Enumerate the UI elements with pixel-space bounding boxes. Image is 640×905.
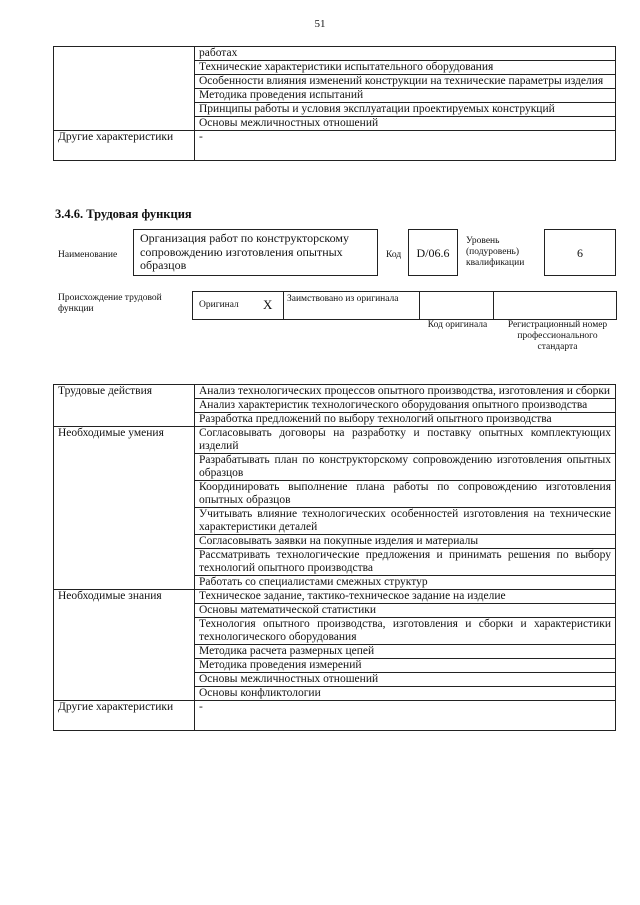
divider <box>493 292 494 319</box>
other-characteristics-value: - <box>195 131 616 161</box>
knowledge-label: Необходимые знания <box>54 590 195 701</box>
original-mark: X <box>263 297 273 312</box>
original-cell <box>193 292 284 319</box>
list-item: Разрабатывать план по конструкторскому сопровождению изготовления опытных образцов <box>195 454 615 481</box>
divider <box>419 292 420 319</box>
code-label: Код <box>386 250 402 260</box>
function-code-box <box>408 229 458 276</box>
list-item: Разработка предложений по выбору технологий опытного производства <box>199 413 552 425</box>
other-characteristics-label: Другие характеристики <box>54 131 195 161</box>
function-code: D/06.6 <box>416 246 450 260</box>
list-item: Техническое задание, тактико-техническое задание на изделие <box>195 590 615 604</box>
actions-label: Трудовые действия <box>54 385 195 427</box>
list-item: Основы межличностных отношений <box>195 673 615 687</box>
list-item: Методика проведения измерений <box>195 659 615 673</box>
reg-caption: Регистрационный номер профессионального стандарта <box>507 320 608 352</box>
other-characteristics-label: Другие характеристики <box>54 701 195 731</box>
skills-label: Необходимые умения <box>54 427 195 590</box>
borrowed-label: Заимствовано из оригинала <box>287 294 399 304</box>
knowledge-list <box>195 590 616 701</box>
page-number: 51 <box>314 18 326 30</box>
list-item: Технические характеристики испытательного оборудования <box>195 61 615 75</box>
list-item: Учитывать влияние технологических особенностей изготовления на технические характеристики деталей <box>195 508 615 535</box>
other-characteristics-value: - <box>195 701 616 731</box>
level-value: 6 <box>577 246 583 260</box>
origin-label: Происхождение трудовой функции <box>58 293 162 314</box>
list-item: Принципы работы и условия эксплуатации проектируемых конструкций <box>195 103 615 117</box>
list-item: Особенности влияния изменений конструкции на технические параметры изделия <box>195 75 615 89</box>
top-empty-cell <box>54 47 195 131</box>
list-item: Основы математической статистики <box>195 604 615 618</box>
list-item: Работать со специалистами смежных структур <box>199 576 428 588</box>
list-item: Рассматривать технологические предложения и принимать решения по выбору технологий опытного производства <box>195 549 615 576</box>
list-item: Основы конфликтологии <box>199 687 321 699</box>
list-item: Анализ характеристик технологического оборудования опытного производства <box>195 399 615 413</box>
level-box <box>544 229 616 276</box>
list-item: Анализ технологических процессов опытного производства, изготовления и сборки <box>195 385 615 399</box>
list-item: работах <box>195 47 615 61</box>
name-label: Наименование <box>58 250 118 260</box>
function-name: Организация работ по конструкторскому сопровождению изготовления опытных образцов <box>140 231 349 272</box>
list-item: Технология опытного производства, изготовления и сборки и характеристики технологического оборудования <box>195 618 615 645</box>
list-item: Координировать выполнение плана работы по сопровождению изготовления опытных образцов <box>195 481 615 508</box>
top-knowledge-table <box>53 46 616 161</box>
original-label: Оригинал <box>199 300 239 310</box>
code-caption: Код оригинала <box>427 320 488 330</box>
actions-list <box>195 385 616 427</box>
list-item: Согласовывать договоры на разработку и поставку опытных комплектующих изделий <box>195 427 615 454</box>
skills-list <box>195 427 616 590</box>
function-table <box>53 384 616 731</box>
list-item: Методика расчета размерных цепей <box>195 645 615 659</box>
section-title: 3.4.6. Трудовая функция <box>55 207 192 221</box>
list-item: Методика проведения испытаний <box>195 89 615 103</box>
list-item: Согласовывать заявки на покупные изделия и материалы <box>195 535 615 549</box>
origin-row <box>192 291 617 320</box>
level-label: Уровень (подуровень) квалификации <box>466 236 525 268</box>
top-knowledge-list <box>195 47 616 131</box>
list-item: Основы межличностных отношений <box>199 117 379 129</box>
function-name-box <box>133 229 378 276</box>
